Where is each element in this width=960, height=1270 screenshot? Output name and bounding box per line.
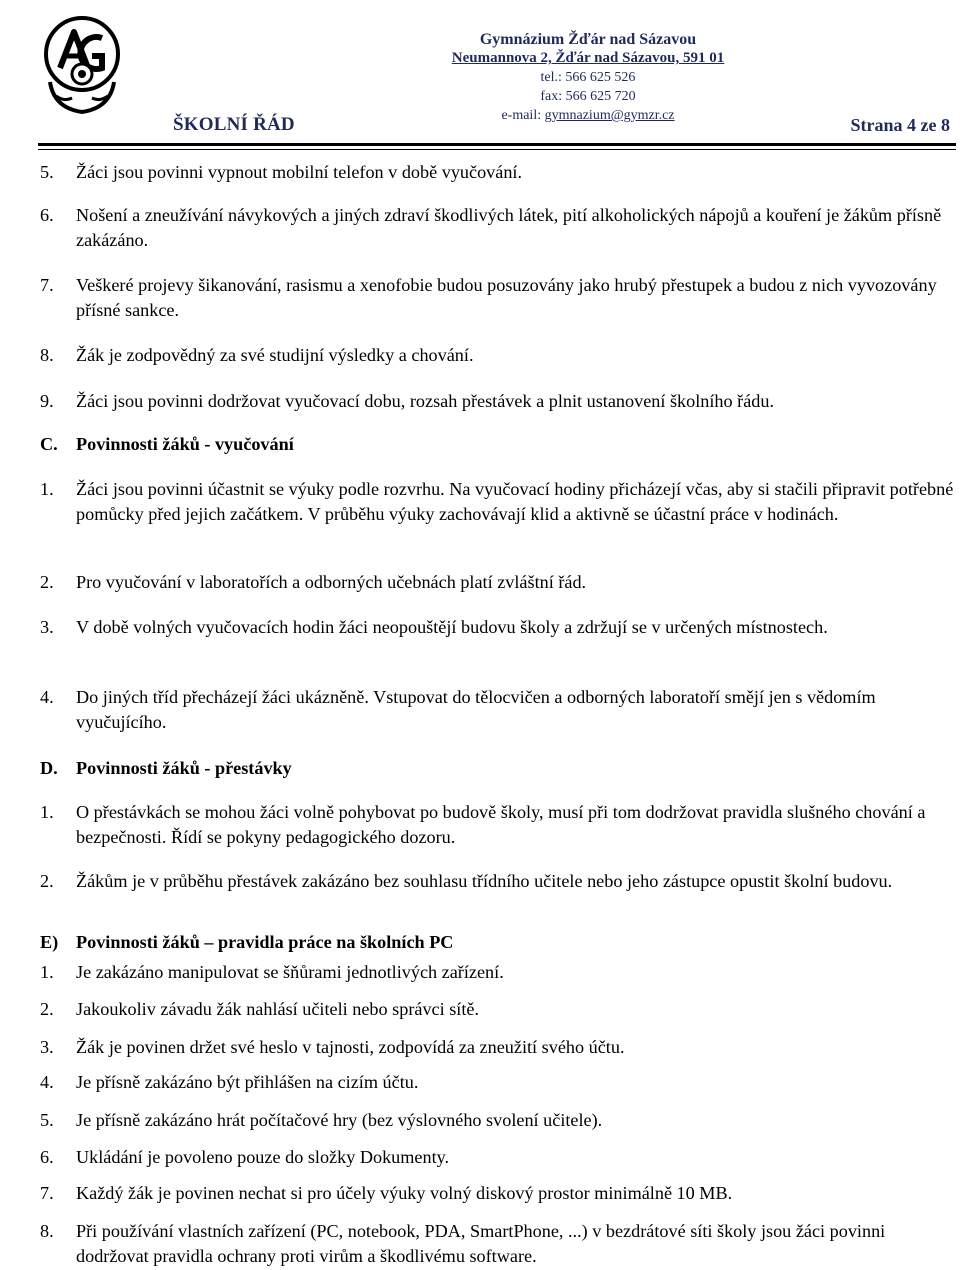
item-number: 1. — [40, 479, 54, 499]
item-number: 7. — [40, 1183, 54, 1203]
item-text: Při používání vlastních zařízení (PC, notebook, PDA, SmartPhone, ...) v bezdrátové síti školy jsou žáci povinni dodržovat pravidla ochrany proti virům a škodlivému software. — [76, 1221, 886, 1266]
list-item — [40, 800, 955, 850]
section-heading-e — [40, 930, 955, 955]
item-number: 3. — [40, 1037, 54, 1057]
item-text: Žáci jsou povinni dodržovat vyučovací dobu, rozsah přestávek a plnit ustanovení školního řádu. — [76, 391, 775, 411]
item-number: 2. — [40, 572, 54, 592]
page-number: Strana 4 ze 8 — [850, 115, 950, 135]
item-number: 5. — [40, 162, 54, 182]
school-logo — [40, 12, 128, 120]
item-text: Je přísně zakázáno hrát počítačové hry (bez výslovného svolení učitele). — [76, 1110, 603, 1130]
list-item — [40, 1145, 955, 1170]
item-text: Je zakázáno manipulovat se šňůrami jednotlivých zařízení. — [76, 962, 504, 982]
section-number: D. — [40, 758, 58, 778]
item-text: Ukládání je povoleno pouze do složky Dokumenty. — [76, 1147, 450, 1167]
document-title: ŠKOLNÍ ŘÁD — [173, 114, 295, 135]
list-item — [40, 273, 955, 323]
item-number: 8. — [40, 345, 54, 365]
item-number: 2. — [40, 999, 54, 1019]
email-line — [428, 106, 748, 125]
item-number: 2. — [40, 871, 54, 891]
page-header — [38, 10, 956, 136]
item-number: 6. — [40, 205, 54, 225]
list-item — [40, 1181, 955, 1206]
list-item — [40, 685, 955, 735]
item-text: Žáci jsou povinni účastnit se výuky podle rozvrhu. Na vyučovací hodiny přicházejí včas, aby si stačili připravit potřebné pomůcky před jejich začátkem. V průběhu výuky zachovávají klid a aktivně se účastní práce v hodinách. — [76, 479, 954, 524]
header-divider — [38, 143, 956, 146]
section-heading-c — [40, 432, 955, 457]
list-item — [40, 203, 955, 253]
list-item — [40, 869, 955, 894]
section-number: C. — [40, 434, 58, 454]
section-title: Povinnosti žáků - vyučování — [76, 434, 294, 454]
item-number: 1. — [40, 962, 54, 982]
item-number: 1. — [40, 802, 54, 822]
item-number: 9. — [40, 391, 54, 411]
item-number: 6. — [40, 1147, 54, 1167]
item-number: 8. — [40, 1221, 54, 1241]
list-item — [40, 570, 955, 595]
item-text: Pro vyučování v laboratořích a odborných učebnách platí zvláštní řád. — [76, 572, 587, 592]
item-text: V době volných vyučovacích hodin žáci neopouštějí budovu školy a zdržují se v určených místnostech. — [76, 617, 828, 637]
item-text: Je přísně zakázáno být přihlášen na cizím účtu. — [76, 1072, 419, 1092]
item-text: Nošení a zneužívání návykových a jiných zdraví škodlivých látek, pití alkoholických nápojů a kouření je žákům přísně zakázáno. — [76, 205, 942, 250]
email-label: e-mail: — [501, 108, 545, 123]
item-text: Žák je povinen držet své heslo v tajnosti, zodpovídá za zneužití svého účtu. — [76, 1037, 625, 1057]
item-number: 7. — [40, 275, 54, 295]
item-text: Žákům je v průběhu přestávek zakázáno bez souhlasu třídního učitele nebo jeho zástupce opustit školní budovu. — [76, 871, 893, 891]
email-link[interactable]: gymnazium@gymzr.cz — [544, 108, 675, 123]
item-number: 4. — [40, 687, 54, 707]
item-text: O přestávkách se mohou žáci volně pohybovat po budově školy, musí při tom dodržovat pravidla slušného chování a bezpečnosti. Řídí se pokyny pedagogického dozoru. — [76, 802, 926, 847]
school-name: Gymnázium Žďár nad Sázavou — [479, 31, 697, 48]
item-text: Jakoukoliv závadu žák nahlásí učiteli nebo správci sítě. — [76, 999, 480, 1019]
list-item — [40, 1035, 955, 1060]
section-number: E) — [40, 932, 59, 952]
list-item — [40, 477, 955, 527]
fax-number: fax: 566 625 720 — [540, 89, 636, 104]
phone-number: tel.: 566 625 526 — [540, 70, 636, 85]
list-item — [40, 1219, 955, 1269]
item-text: Každý žák je povinen nechat si pro účely výuky volný diskový prostor minimálně 10 MB. — [76, 1183, 733, 1203]
item-text: Veškeré projevy šikanování, rasismu a xenofobie budou posuzovány jako hrubý přestupek a budou z nich vyvozovány přísné sankce. — [76, 275, 937, 320]
header-divider-thin — [38, 149, 956, 150]
list-item — [40, 160, 955, 185]
list-item — [40, 1108, 955, 1133]
list-item — [40, 960, 955, 985]
item-text: Žáci jsou povinni vypnout mobilní telefon v době vyučování. — [76, 162, 523, 182]
item-number: 4. — [40, 1072, 54, 1092]
item-text: Žák je zodpovědný za své studijní výsledky a chování. — [76, 345, 474, 365]
section-title: Povinnosti žáků - přestávky — [76, 758, 292, 778]
list-item — [40, 389, 955, 414]
item-number: 5. — [40, 1110, 54, 1130]
section-heading-d — [40, 756, 955, 781]
section-title: Povinnosti žáků – pravidla práce na školních PC — [76, 932, 454, 952]
list-item — [40, 343, 955, 368]
contact-block — [428, 30, 748, 125]
item-text: Do jiných tříd přecházejí žáci ukázněně. Vstupovat do tělocvičen a odborných laboratoří smějí jen s vědomím vyučujícího. — [76, 687, 876, 732]
list-item — [40, 1070, 955, 1095]
item-number: 3. — [40, 617, 54, 637]
list-item — [40, 997, 955, 1022]
school-address: Neumannova 2, Žďár nad Sázavou, 591 01 — [451, 50, 725, 66]
list-item — [40, 615, 955, 640]
